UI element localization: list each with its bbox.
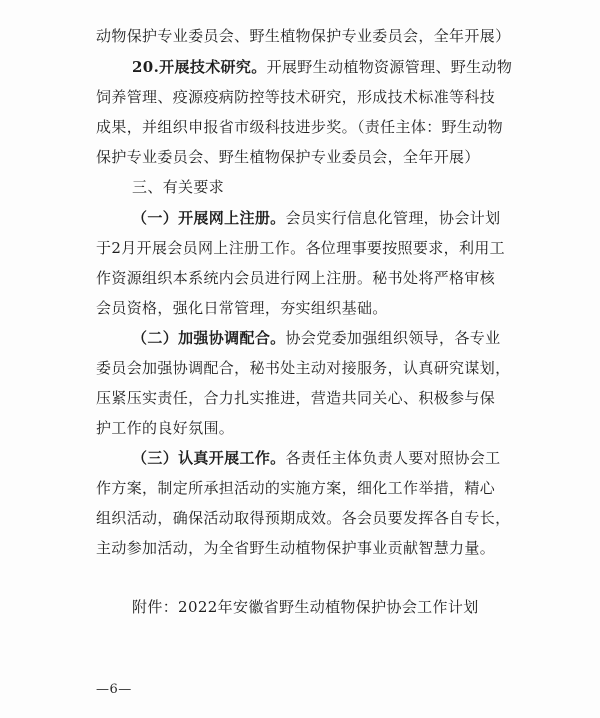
requirement-text: 会员实行信息化管理，协会计划 — [285, 209, 501, 227]
text-line: 组织活动，确保活动取得预期成效。各会员要发挥各自专长， — [96, 509, 511, 527]
requirement-title: 认真开展工作。 — [178, 449, 286, 467]
requirement-title: 加强协调配合。 — [178, 329, 286, 347]
text-line: 主动参加活动，为全省野生动植物保护事业贡献智慧力量。 — [96, 539, 496, 557]
text-line: 成果，并组织申报省市级科技进步奖。（责任主体：野生动物 — [96, 118, 503, 136]
text-line: 作资源组织本系统内会员进行网上注册。秘书处将严格审核 — [96, 269, 496, 287]
item-text: 开展野生动植物资源管理、野生动物 — [266, 58, 513, 76]
requirement-3-line — [132, 448, 500, 468]
requirement-1-line — [132, 208, 500, 228]
text-line: 饲养管理、疫源疫病防控等技术研究，形成技术标准等科技 — [96, 88, 496, 106]
text-line: 动物保护专业委员会、野生植物保护专业委员会，全年开展） — [96, 27, 511, 45]
text-line: 护工作的良好氛围。 — [96, 419, 235, 437]
text-line: 委员会加强协调配合，秘书处主动对接服务，认真研究谋划， — [96, 359, 511, 377]
text-line: 于2月开展会员网上注册工作。各位理事要按照要求，利用工 — [96, 239, 505, 257]
requirement-text: 协会党委加强组织领导，各专业 — [285, 329, 501, 347]
text-line: 保护专业委员会、野生植物保护专业委员会，全年开展） — [96, 148, 480, 166]
item-title: 开展技术研究。 — [159, 58, 267, 76]
requirement-text: 各责任主体负责人要对照协会工 — [285, 449, 501, 467]
item-number: 20. — [132, 58, 160, 76]
requirement-label: （一） — [132, 209, 179, 227]
requirement-label: （二） — [132, 329, 179, 347]
requirement-title: 开展网上注册。 — [178, 209, 286, 227]
page-number: —6— — [96, 682, 132, 697]
text-line: 压紧压实责任，合力扎实推进，营造共同关心、积极参与保 — [96, 389, 496, 407]
section-heading: 三、有关要求 — [132, 178, 225, 196]
requirement-2-line — [132, 328, 500, 348]
requirement-label: （三） — [132, 449, 179, 467]
attachment-line: 附件：2022年安徽省野生动植物保护协会工作计划 — [132, 598, 479, 616]
text-line: 作方案，制定所承担活动的实施方案，细化工作举措，精心 — [96, 479, 496, 497]
item-20-line — [132, 57, 512, 77]
text-line: 会员资格，强化日常管理，夯实组织基础。 — [96, 299, 388, 317]
